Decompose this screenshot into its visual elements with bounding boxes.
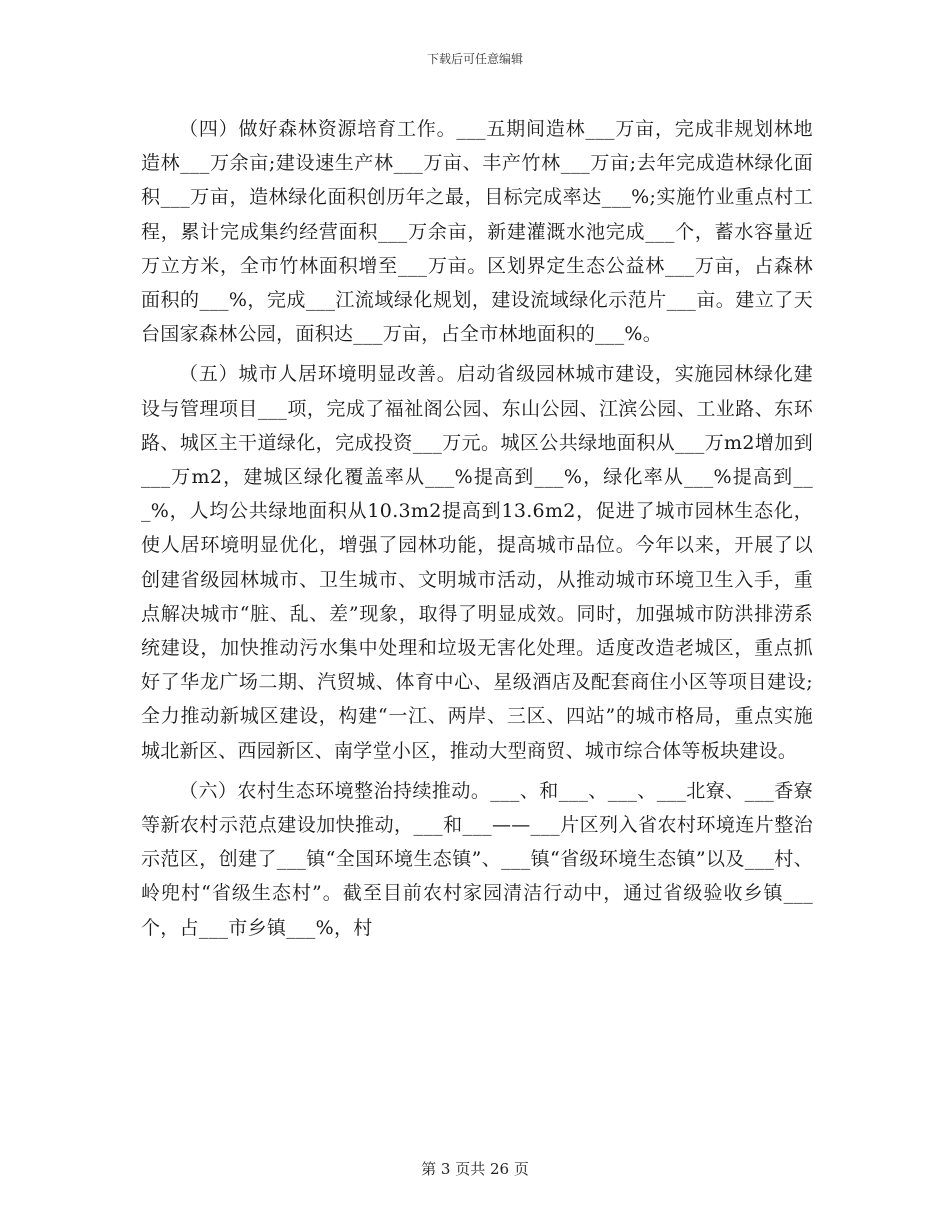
paragraph-rural-environment: （六）农村生态环境整治持续推动。___、和___、___、___北寮、___香寮等新农村示范点建设加快推动，___和___——___片区列入省农村环境连片整治示范区，创建了___镇“全国环境生态镇”、___镇“省级环境生态镇”以及___村、岭兜村“省级生态村”。截至目前农村家园清洁行动中，通过省级验收乡镇___个，占___市乡镇___%，村: [141, 779, 813, 939]
paragraph-urban-environment: （五）城市人居环境明显改善。启动省级园林城市建设，实施园林绿化建设与管理项目___项，完成了福祉阁公园、东山公园、江滨公园、工业路、东环路、城区主干道绿化，完成投资___万元。城区公共绿地面积从___万m2增加到___万m2，建城区绿化覆盖率从___%提高到___%，绿化率从___%提高到___%，人均公共绿地面积从10.3m2提高到13.6m2，促进了城市园林生态化，使人居环境明显优化，增强了园林功能，提高城市品位。今年以来，开展了以创建省级园林城市、卫生城市、文明城市活动，从推动城市环境卫生入手，重点解决城市“脏、乱、差”现象，取得了明显成效。同时，加强城市防洪排涝系统建设，加快推动污水集中处理和垃圾无害化处理。适度改造老城区，重点抓好了华龙广场二期、汽贸城、体育中心、星级酒店及配套商住小区等项目建设;全力推动新城区建设，构建“一江、两岸、三区、四站”的城市格局，重点实施城北新区、西园新区、南学堂小区，推动大型商贸、城市综合体等板块建设。: [141, 363, 813, 762]
header-note: 下载后可任意编辑: [426, 52, 523, 66]
page-number: 第 3 页共 26 页: [421, 1160, 529, 1178]
paragraph-forest-resources: （四）做好森林资源培育工作。___五期间造林___万亩，完成非规划林地造林___万余亩;建设速生产林___万亩、丰产竹林___万亩;去年完成造林绿化面积___万亩，造林绿化面积创历年之最，目标完成率达___%;实施竹业重点村工程，累计完成集约经营面积___万余亩，新建灌溉水池完成___个，蓄水容量近万立方米，全市竹林面积增至___万亩。区划界定生态公益林___万亩，占森林面积的___%，完成___江流域绿化规划，建设流域绿化示范片___亩。建立了天台国家森林公园，面积达___万亩，占全市林地面积的___%。: [141, 118, 813, 346]
document-body: [141, 112, 813, 951]
